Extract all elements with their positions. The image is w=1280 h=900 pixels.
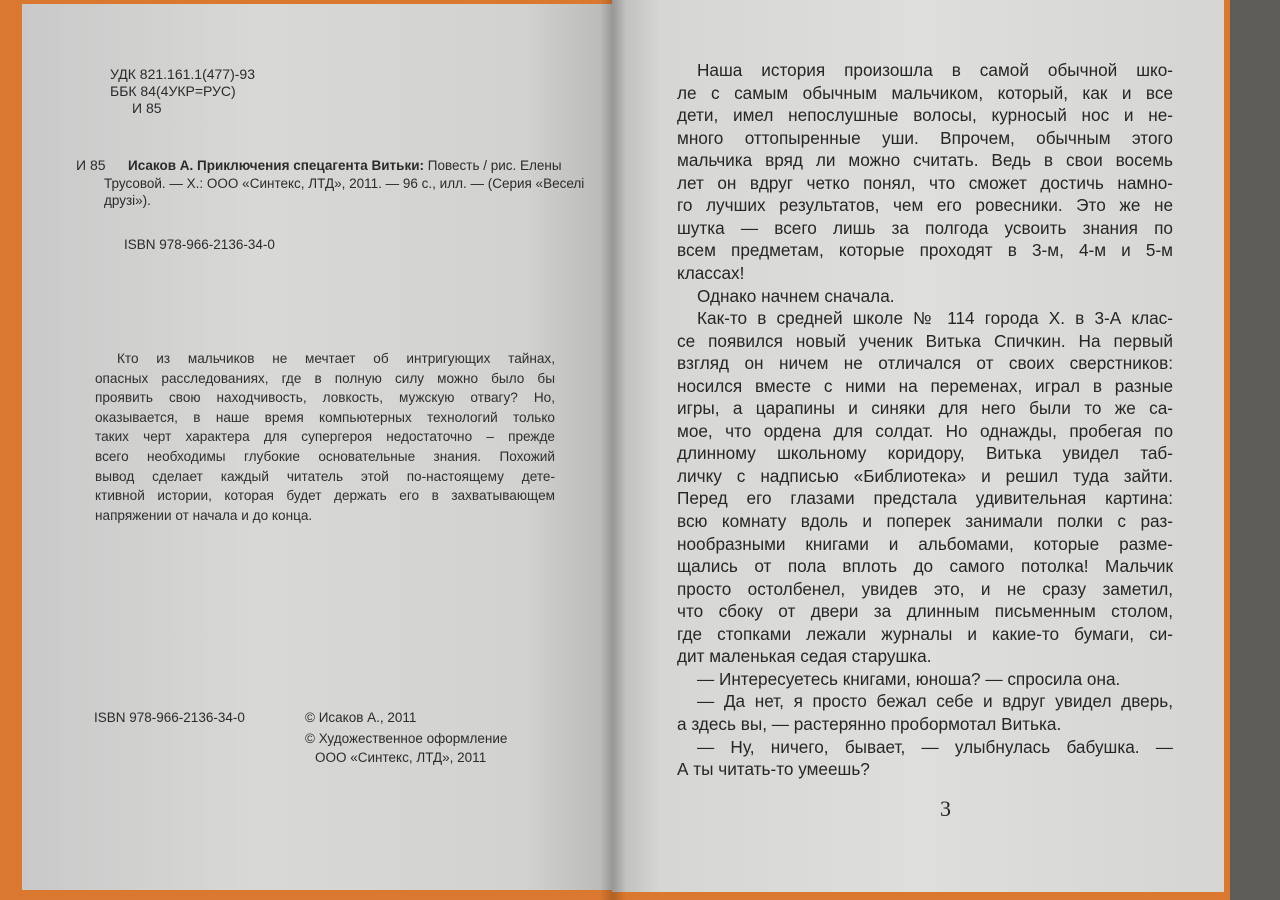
bbk-code: ББК 84(4УКР=РУС) [110, 83, 236, 99]
catalog-line1-rest: Повесть / рис. Елены [427, 158, 562, 173]
story-line: — Ну, ничего, бывает, — улыбнулась бабушка. — [697, 736, 1173, 757]
story-line: го лучших результатов, чем его ровесники. Это же не [677, 195, 1173, 216]
story-line: дит маленькая седая старушка. [677, 646, 932, 667]
story-line: классах! [677, 262, 745, 283]
story-line: Перед его глазами предстала удивительная картина: [677, 488, 1173, 509]
annotation-line: Кто из мальчиков не мечтает об интригующих тайнах, [117, 351, 555, 366]
story-line: — Интересуетесь книгами, юноша? — спросила она. [697, 668, 1121, 689]
copyright-design: © Художественное оформление [305, 731, 508, 746]
story-line: нообразными книгами и альбомами, которые разме- [677, 533, 1173, 554]
annotation-line: оказывается, в наше время компьютерных технологий только [95, 409, 555, 425]
annotation-line: ктивной истории, которая будет держать его в захватывающем [95, 488, 555, 504]
story-line: мальчика вряд ли можно считать. Ведь в свои восемь [677, 150, 1173, 171]
copyright-publisher: ООО «Синтекс, ЛТД», 2011 [315, 750, 487, 765]
story-line: взгляд он ничем не отличался от своих сверстников: [677, 353, 1173, 374]
annotation-line: таких черт характера для супергероя недостаточно – прежде [95, 429, 555, 445]
annotation-line: проявить свою находчивость, ловкость, мужскую отвагу? Но, [95, 390, 555, 406]
isbn-top: ISBN 978-966-2136-34-0 [124, 237, 275, 252]
story-line: дети, имел непослушные волосы, курносый нос и не- [677, 105, 1173, 126]
catalog-entry-line1 [128, 158, 562, 173]
story-line: а здесь вы, — растерянно пробормотал Витька. [677, 713, 1062, 734]
story-line: много оттопыренные уши. Впрочем, обычным этого [677, 127, 1173, 148]
story-line: игры, а царапины и синяки для него были то же са- [677, 398, 1173, 419]
story-line: Однако начнем сначала. [697, 285, 895, 306]
annotation-line: опасных расследованиях, где в полную силу можно было бы [95, 370, 555, 386]
annotation-line: вывод сделает каждый читатель этой по-настоящему дете- [95, 468, 555, 484]
story-line: что сбоку от двери за длинным письменным столом, [677, 601, 1173, 622]
udk-code: УДК 821.161.1(477)-93 [110, 66, 255, 82]
story-line: носился вместе с ними на переменах, играл в разные [677, 375, 1173, 396]
story-line: ле с самым обычным мальчиком, который, как и все [677, 82, 1173, 103]
story-line: щались от пола вплоть до самого потолка! Мальчик [677, 556, 1173, 577]
catalog-mark: И 85 [76, 157, 106, 173]
story-line: просто остолбенел, увидев это, и не сразу заметил, [677, 578, 1173, 599]
page-number: 3 [940, 796, 951, 821]
story-line: где стопками лежали журналы и какие-то бумаги, си- [677, 623, 1173, 644]
catalog-entry-line2: Трусовой. — Х.: ООО «Синтекс, ЛТД», 2011. — 96 с., илл. — (Серия «Веселі [104, 176, 585, 191]
isbn-bottom: ISBN 978-966-2136-34-0 [94, 710, 245, 725]
story-line: длинному школьному коридору, Витька увидел таб- [677, 443, 1173, 464]
annotation-line: напряжении от начала и до конца. [95, 507, 313, 523]
story-line: личку с надписью «Библиотека» и решил туда зайти. [677, 465, 1173, 486]
story-line: всю комнату вдоль и поперек занимали полки с раз- [677, 511, 1173, 531]
story-line: Как-то в средней школе № 114 города Х. в 3-А клас- [697, 308, 1173, 329]
story-line: — Да нет, я просто бежал себе и вдруг увидел дверь, [697, 691, 1173, 712]
author-mark: И 85 [132, 100, 162, 116]
story-line: мое, что ордена для солдат. Но однажды, пробегая по [677, 420, 1173, 441]
story-line: лет он вдруг четко понял, что сможет достичь намно- [677, 172, 1173, 193]
catalog-title: Исаков А. Приключения спецагента Витьки: [128, 158, 425, 173]
catalog-entry-line3: друзі»). [104, 193, 151, 208]
book-gutter [600, 0, 626, 900]
story-line: А ты читать-то умеешь? [677, 759, 870, 780]
annotation-line: всего необходимы глубокие основательные знания. Похожий [95, 449, 555, 464]
story-line: шутка — всего лишь за полгода усвоить знания по [677, 217, 1173, 238]
story-line: всем предметам, которые проходят в 3-м, 4-м и 5-м [677, 240, 1173, 261]
copyright-author: © Исаков А., 2011 [305, 710, 417, 725]
story-line: Наша история произошла в самой обычной шко- [697, 60, 1173, 80]
story-line: се появился новый ученик Витька Спичкин. На первый [677, 330, 1173, 351]
